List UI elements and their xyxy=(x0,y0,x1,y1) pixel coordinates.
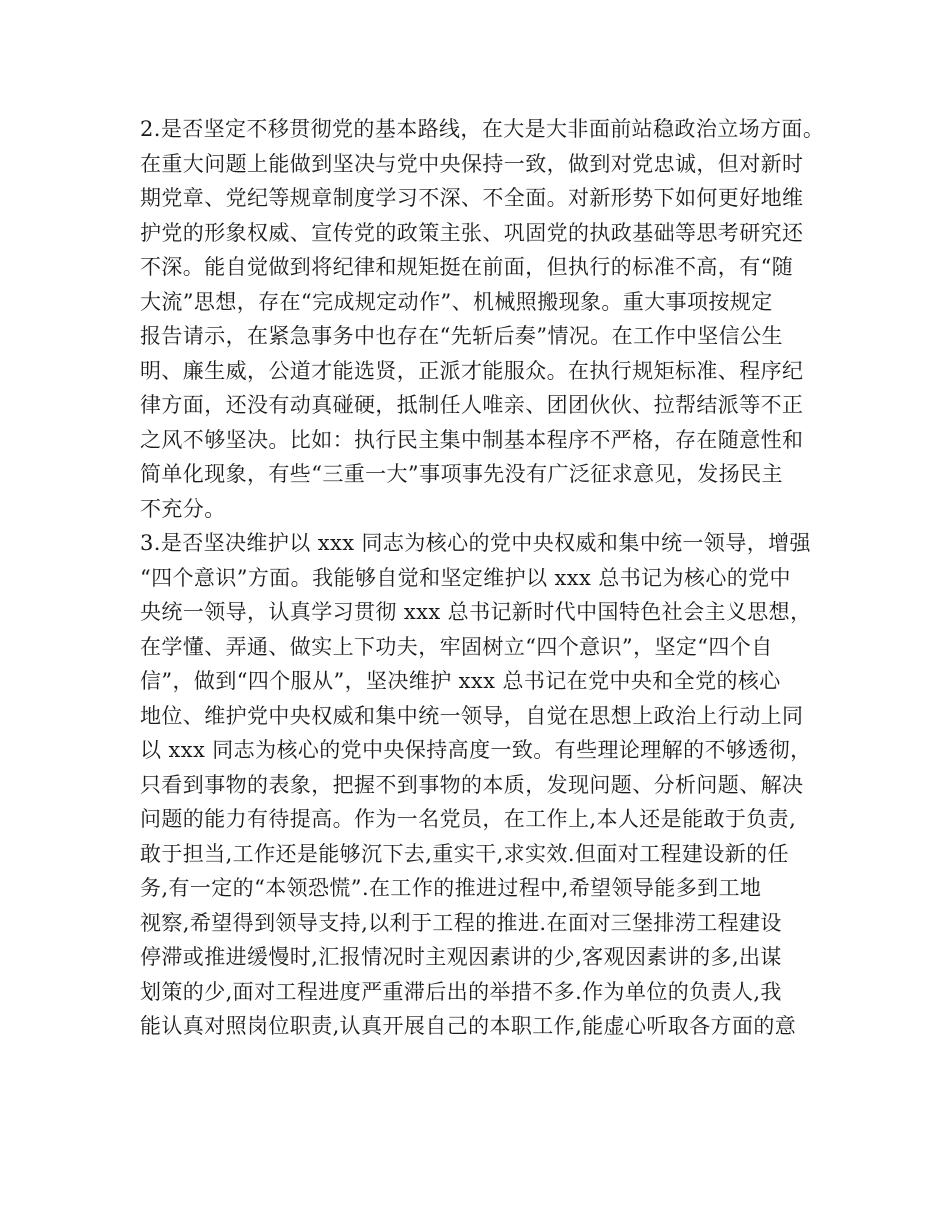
text-line: 央统一领导，认真学习贯彻 xxx 总书记新时代中国特色社会主义思想， xyxy=(140,600,812,624)
text-line: 不充分。 xyxy=(140,496,226,521)
text-line: “四个意识”方面。我能够自觉和坚定维护以 xxx 总书记为核心的党中 xyxy=(140,565,791,590)
text-line: 之风不够坚决。比如：执行民主集中制基本程序不严格，存在随意性和 xyxy=(140,427,804,452)
text-line: 期党章、党纪等规章制度学习不深、不全面。对新形势下如何更好地维 xyxy=(140,186,804,210)
text-line: 信”，做到“四个服从”，坚决维护 xxx 总书记在党中央和全党的核心 xyxy=(140,669,781,693)
text-line: 在重大问题上能做到坚决与党中央保持一致，做到对党忠诚，但对新时 xyxy=(140,151,804,176)
text-line: 简单化现象，有些“三重一大”事项事先没有广泛征求意见，发扬民主 xyxy=(140,462,783,486)
text-line: 2.是否坚定不移贯彻党的基本路线，在大是大非面前站稳政治立场方面。 xyxy=(140,117,825,141)
text-line: 只看到事物的表象，把握不到事物的本质，发现问题、分析问题、解决 xyxy=(140,772,804,797)
text-line: 务,有一定的“本领恐慌”.在工作的推进过程中,希望领导能多到工地 xyxy=(140,876,762,900)
text-line: 停滞或推进缓慢时,汇报情况时主观因素讲的少,客观因素讲的多,出谋 xyxy=(140,945,782,969)
text-line: 以 xxx 同志为核心的党中央保持高度一致。有些理论理解的不够透彻， xyxy=(140,738,812,762)
text-line: 问题的能力有待提高。作为一名党员，在工作上,本人还是能敢于负责, xyxy=(140,807,797,831)
text-line: 不深。能自觉做到将纪律和规矩挺在前面，但执行的标准不高，有“随 xyxy=(140,255,794,279)
body-text xyxy=(140,112,830,1044)
text-line: 报告请示，在紧急事务中也存在“先斩后奏”情况。在工作中坚信公生 xyxy=(140,324,783,348)
text-line: 能认真对照岗位职责,认真开展自己的本职工作,能虚心听取各方面的意 xyxy=(140,1014,797,1038)
text-line: 大流”思想，存在“完成规定动作”、机械照搬现象。重大事项按规定 xyxy=(140,289,773,314)
text-line: 划策的少,面对工程进度严重滞后出的举措不多.作为单位的负责人,我 xyxy=(140,979,782,1004)
text-line: 明、廉生威，公道才能选贤，正派才能服众。在执行规矩标准、程序纪 xyxy=(140,358,804,383)
text-line: 敢于担当,工作还是能够沉下去,重实干,求实效.但面对工程建设新的任 xyxy=(140,841,789,866)
text-line: 律方面，还没有动真碰硬，抵制任人唯亲、团团伙伙、拉帮结派等不正 xyxy=(140,393,804,417)
text-line: 3.是否坚决维护以 xxx 同志为核心的党中央权威和集中统一领导，增强 xyxy=(140,531,811,555)
text-line: 地位、维护党中央权威和集中统一领导，自觉在思想上政治上行动上同 xyxy=(140,703,804,728)
text-line: 护党的形象权威、宣传党的政策主张、巩固党的执政基础等思考研究还 xyxy=(140,220,804,245)
text-line: 在学懂、弄通、做实上下功夫，牢固树立“四个意识”，坚定“四个自 xyxy=(140,634,773,659)
text-line: 视察,希望得到领导支持,以利于工程的推进.在面对三堡排涝工程建设 xyxy=(140,910,782,935)
